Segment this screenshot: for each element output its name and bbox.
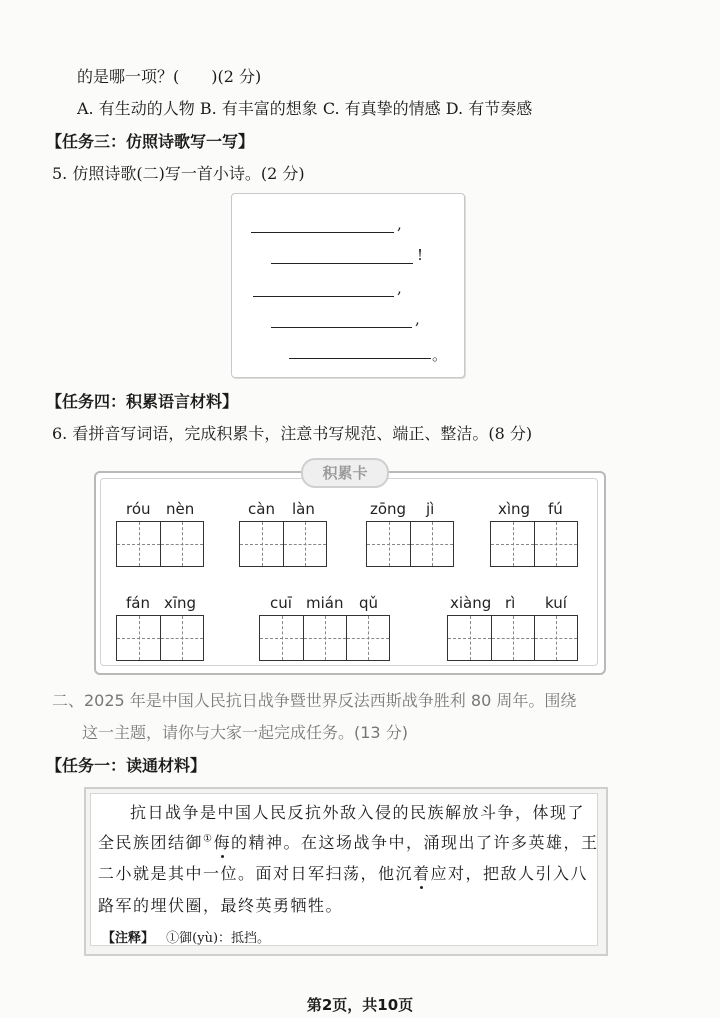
section-2-line-2: 这一主题，请你与大家一起完成任务。(13 分) — [82, 723, 408, 742]
word-grid[interactable] — [366, 521, 454, 567]
question-4-stem: 的是哪一项？( )(2 分) — [77, 67, 262, 86]
material-text: 全民族团结御 — [98, 833, 204, 852]
question-4-options: A. 有生动的人物 B. 有丰富的想象 C. 有真挚的情感 D. 有节奏感 — [77, 99, 533, 118]
task-4-heading: 【任务四：积累语言材料】 — [46, 392, 239, 411]
pinyin: róu — [126, 500, 151, 518]
pinyin: fú — [548, 500, 563, 518]
task-1-heading: 【任务一：读通材料】 — [46, 756, 207, 775]
pinyin: jì — [426, 500, 435, 518]
word-grid[interactable] — [447, 615, 578, 661]
footnote-marker: ① — [203, 833, 214, 845]
question-6-text: 6. 看拼音写词语，完成积累卡，注意书写规范、端正、整洁。(8 分) — [52, 424, 533, 443]
material-text: 应对，把敌人引入八 — [430, 864, 589, 883]
material-line: 路军的埋伏圈，最终英勇牺牲。 — [98, 896, 344, 915]
material-text: 的精神。在这场战争中，涌现出了许多英雄，王 — [231, 833, 599, 852]
word-grid[interactable] — [490, 521, 578, 567]
poem-answer-line[interactable] — [253, 296, 394, 297]
poem-answer-line[interactable] — [289, 358, 431, 359]
pinyin: rì — [505, 594, 516, 612]
pinyin: cuī — [270, 594, 292, 612]
poem-punct: 。 — [432, 346, 448, 364]
pinyin: qǔ — [359, 594, 379, 612]
task-3-heading: 【任务三：仿照诗歌写一写】 — [46, 132, 255, 151]
poem-answer-line[interactable] — [271, 327, 412, 328]
pinyin: xīng — [164, 594, 197, 612]
pinyin: xìng — [498, 500, 531, 518]
note-text: ①御(yù)：抵挡。 — [166, 931, 271, 946]
dotted-character: 着 — [413, 864, 431, 883]
material-text: 二小就是其中一位。面对日军扫荡，他沉 — [98, 864, 414, 883]
poem-answer-line[interactable] — [251, 232, 394, 233]
poem-answer-line[interactable] — [271, 263, 413, 264]
note-label: 【注释】 — [102, 931, 155, 946]
pinyin: mián — [306, 594, 344, 612]
word-grid[interactable] — [259, 615, 390, 661]
pinyin: càn — [248, 500, 275, 518]
word-grid[interactable] — [116, 521, 204, 567]
poem-punct: , — [415, 310, 420, 328]
section-2-line-1: 二、2025 年是中国人民抗日战争暨世界反法西斯战争胜利 80 周年。围绕 — [52, 691, 577, 710]
pinyin: làn — [292, 500, 315, 518]
material-line: 抗日战争是中国人民反抗外敌入侵的民族解放斗争，体现了 — [130, 803, 586, 822]
poem-punct: , — [397, 279, 402, 297]
word-grid[interactable] — [239, 521, 327, 567]
poem-punct: , — [397, 215, 402, 233]
pinyin: nèn — [166, 500, 195, 518]
material-line — [98, 861, 588, 884]
pinyin: fán — [126, 594, 150, 612]
poem-writing-box — [231, 193, 465, 378]
question-5-text: 5. 仿照诗歌(二)写一首小诗。(2 分) — [52, 164, 305, 183]
material-line — [98, 830, 599, 853]
pinyin: xiàng — [450, 594, 492, 612]
pinyin: zōng — [370, 500, 407, 518]
page-number: 第2页，共10页 — [306, 996, 414, 1014]
note — [102, 927, 270, 946]
word-grid[interactable] — [116, 615, 204, 661]
dotted-character: 侮 — [213, 833, 231, 852]
accumulation-card-title: 积累卡 — [301, 458, 389, 488]
pinyin: kuí — [545, 594, 567, 612]
poem-punct: ! — [417, 246, 424, 264]
